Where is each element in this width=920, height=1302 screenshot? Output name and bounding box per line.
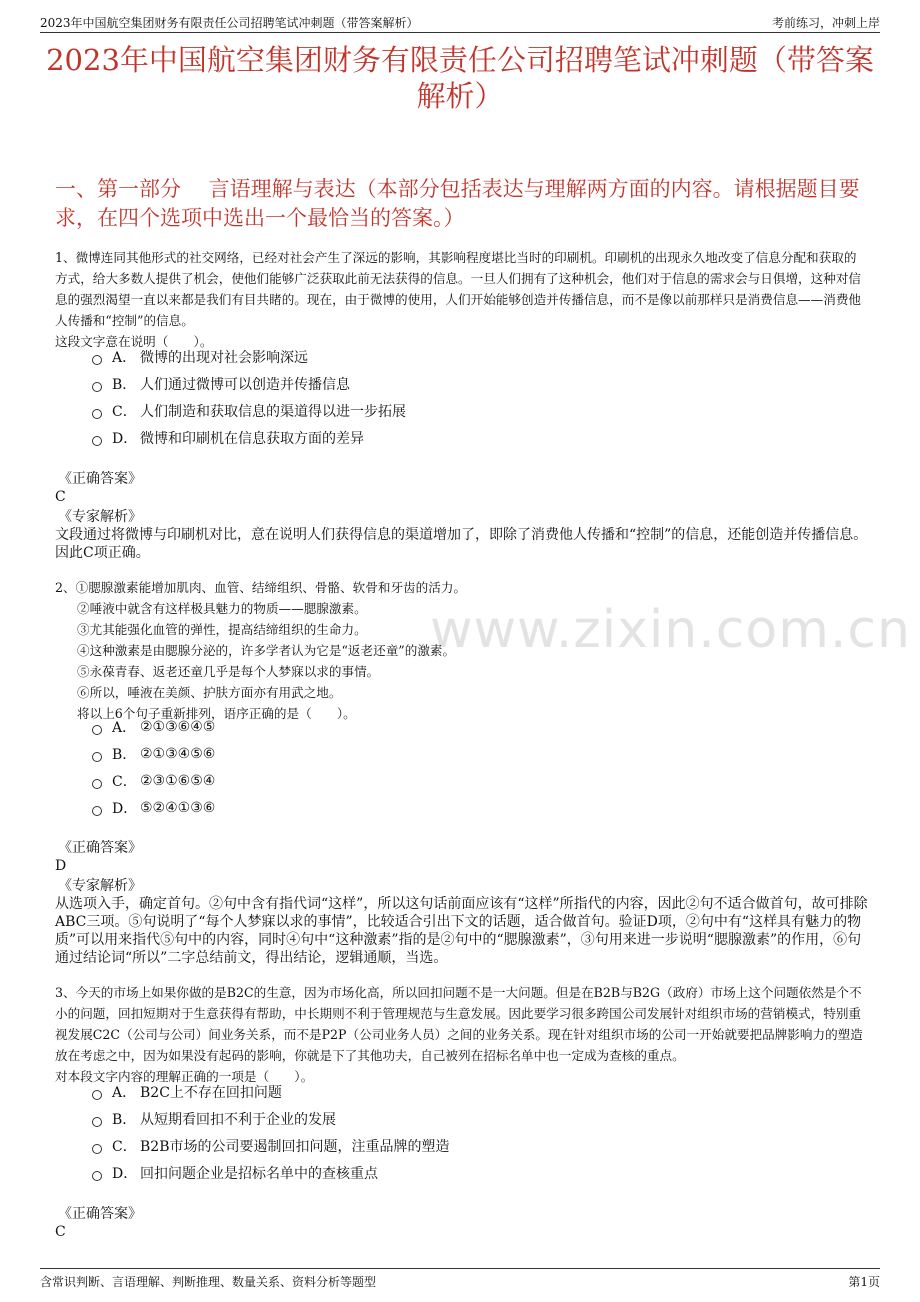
question-1-options (92, 343, 406, 451)
question-1 (55, 247, 868, 352)
option-letter: D． (112, 800, 138, 817)
option-text: 微博的出现对社会影响深远 (140, 349, 308, 366)
answer-label: 《正确答案》 (58, 471, 142, 487)
question-stem: 1、微博连同其他形式的社交网络，已经对社会产生了深远的影响，其影响程度堪比当时的印刷机。印刷机的出现永久地改变了信息分配和获取的方式，给大多数人提供了机会，使他们能够广泛获取此前无法获得的信息。一旦人们拥有了这种机会，他们对于信息的需求会与日俱增，这种对信息的强烈渴望一直以来都是我们有目共睹的。现在，由于微博的使用，人们开始能够创造并传播信息，而不是像以前那样只是消费信息——消费他人传播和“控制”的信息。 (55, 250, 861, 328)
radio-icon[interactable] (92, 725, 102, 735)
radio-icon[interactable] (92, 806, 102, 816)
option-letter: A． (112, 349, 137, 366)
option-d[interactable] (92, 424, 406, 451)
radio-icon[interactable] (92, 1144, 102, 1154)
question-line: 2、①腮腺激素能增加肌肉、血管、结缔组织、骨骼、软骨和牙齿的活力。 (55, 580, 467, 595)
option-text: B2C上不存在回扣问题 (140, 1084, 282, 1101)
option-text: 微博和印刷机在信息获取方面的差异 (140, 430, 364, 447)
radio-icon[interactable] (92, 752, 102, 762)
option-text: B2B市场的公司要遏制回扣问题，注重品牌的塑造 (140, 1138, 450, 1155)
answer-label: 《正确答案》 (58, 840, 142, 856)
option-text: 人们制造和获取信息的渠道得以进一步拓展 (140, 403, 406, 420)
option-c[interactable] (92, 397, 406, 424)
option-letter: C． (112, 773, 137, 790)
section-heading: 一、第一部分 言语理解与表达（本部分包括表达与理解两方面的内容。请根据题目要求，在四个选项中选出一个最恰当的答案。） (55, 177, 860, 230)
page-number: 第1页 (848, 1275, 880, 1289)
question-prompt: 这段文字意在说明（ ）。 (55, 334, 213, 349)
radio-icon[interactable] (92, 1090, 102, 1100)
question-3-answer (55, 1205, 868, 1241)
option-text: 回扣问题企业是招标名单中的查核重点 (140, 1165, 378, 1182)
question-2-options (92, 713, 215, 821)
question-line: ③尤其能强化血管的弹性，提高结缔组织的生命力。 (77, 622, 367, 637)
option-a[interactable] (92, 343, 406, 370)
watermark: www.zixin.com.cn (430, 600, 911, 660)
option-c[interactable] (92, 1132, 449, 1159)
option-d[interactable] (92, 1159, 449, 1186)
option-text: ⑤②④①③⑥ (140, 799, 216, 816)
question-line: ⑥所以，唾液在美颜、护肤方面亦有用武之地。 (77, 685, 342, 700)
option-letter: C． (112, 1138, 137, 1155)
option-text: 人们通过微博可以创造并传播信息 (140, 376, 350, 393)
document-title: 2023年中国航空集团财务有限责任公司招聘笔试冲刺题（带答案解析） (46, 43, 874, 113)
option-letter: D． (112, 430, 138, 447)
option-a[interactable] (92, 1078, 449, 1105)
question-prompt: 对本段文字内容的理解正确的一项是（ ）。 (55, 1069, 314, 1084)
question-2-answer (55, 839, 868, 967)
radio-icon[interactable] (92, 409, 102, 419)
question-line: ④这种激素是由腮腺分泌的，许多学者认为它是“返老还童”的激素。 (77, 643, 456, 658)
analysis-text: 从选项入手，确定首句。②句中含有指代词“这样”，所以这句话前面应该有“这样”所指代的内容，因此②句不适合做首句，故可排除ABC三项。⑤句说明了“每个人梦寐以求的事情”，比较适合引出下文的话题，适合做首句。验证D项，②句中有“这样具有魅力的物质”可以用来指代⑤句中的内容，同时④句中“这种激素”指的是②句中的“腮腺激素”，③句用来进一步说明“腮腺激素”的作用，⑥句通过结论词“所以”二字总结前文，得出结论，逻辑通顺，当选。 (55, 896, 868, 966)
option-text: ②①③⑥④⑤ (140, 718, 216, 735)
answer-label: 《正确答案》 (58, 1206, 142, 1222)
option-letter: A． (112, 1084, 137, 1101)
radio-icon[interactable] (92, 382, 102, 392)
radio-icon[interactable] (92, 436, 102, 446)
analysis-label: 《专家解析》 (58, 509, 142, 525)
footer-note: 含常识判断、言语理解、判断推理、数量关系、资料分析等题型 (40, 1275, 377, 1289)
page-header (40, 12, 880, 33)
analysis-text: 文段通过将微博与印刷机对比，意在说明人们获得信息的渠道增加了，即除了消费他人传播和“控制”的信息，还能创造并传播信息。因此C项正确。 (55, 527, 868, 561)
header-title: 2023年中国航空集团财务有限责任公司招聘笔试冲刺题（带答案解析） (40, 16, 419, 30)
question-3-options (92, 1078, 449, 1186)
answer-value: C (55, 489, 66, 505)
option-b[interactable] (92, 1105, 449, 1132)
option-letter: B． (112, 1111, 137, 1128)
analysis-label: 《专家解析》 (58, 878, 142, 894)
option-letter: A． (112, 719, 137, 736)
option-b[interactable] (92, 740, 215, 767)
question-line: ②唾液中就含有这样极具魅力的物质——腮腺激素。 (77, 601, 367, 616)
option-a[interactable] (92, 713, 215, 740)
radio-icon[interactable] (92, 1117, 102, 1127)
answer-value: D (55, 858, 67, 874)
radio-icon[interactable] (92, 355, 102, 365)
option-text: 从短期看回扣不利于企业的发展 (140, 1111, 336, 1128)
option-c[interactable] (92, 767, 215, 794)
option-letter: B． (112, 746, 137, 763)
radio-icon[interactable] (92, 779, 102, 789)
option-letter: C． (112, 403, 137, 420)
header-slogan: 考前练习，冲刺上岸 (771, 16, 880, 30)
page-footer (40, 1268, 880, 1291)
question-prompt: 将以上6个句子重新排列，语序正确的是（ ）。 (77, 706, 356, 721)
question-2 (55, 577, 868, 724)
option-d[interactable] (92, 794, 215, 821)
option-letter: B． (112, 376, 137, 393)
answer-value: C (55, 1224, 66, 1240)
question-stem: 3、今天的市场上如果你做的是B2C的生意，因为市场化高，所以回扣问题不是一大问题。但是在B2B与B2G（政府）市场上这个问题依然是个不小的问题，回扣短期对于生意获得有帮助，中长期则不利于管理规范与生意发展。因此要学习很多跨国公司发展针对组织市场的营销模式，特别重视发展C2C（公司与公司）间业务关系，而不是P2P（公司业务人员）之间的业务关系。现在针对组织市场的公司一开始就要把品牌影响力的塑造放在考虑之中，因为如果没有起码的影响，你就是下了其他功夫，自己被列在招标名单中也一定成为查核的重点。 (55, 985, 863, 1063)
option-text: ②①③④⑤⑥ (140, 745, 216, 762)
question-3 (55, 982, 868, 1087)
question-line: ⑤永葆青春、返老还童几乎是每个人梦寐以求的事情。 (77, 664, 380, 679)
option-b[interactable] (92, 370, 406, 397)
option-letter: D． (112, 1165, 138, 1182)
radio-icon[interactable] (92, 1171, 102, 1181)
question-1-answer (55, 470, 868, 562)
option-text: ②③①⑥⑤④ (140, 772, 216, 789)
